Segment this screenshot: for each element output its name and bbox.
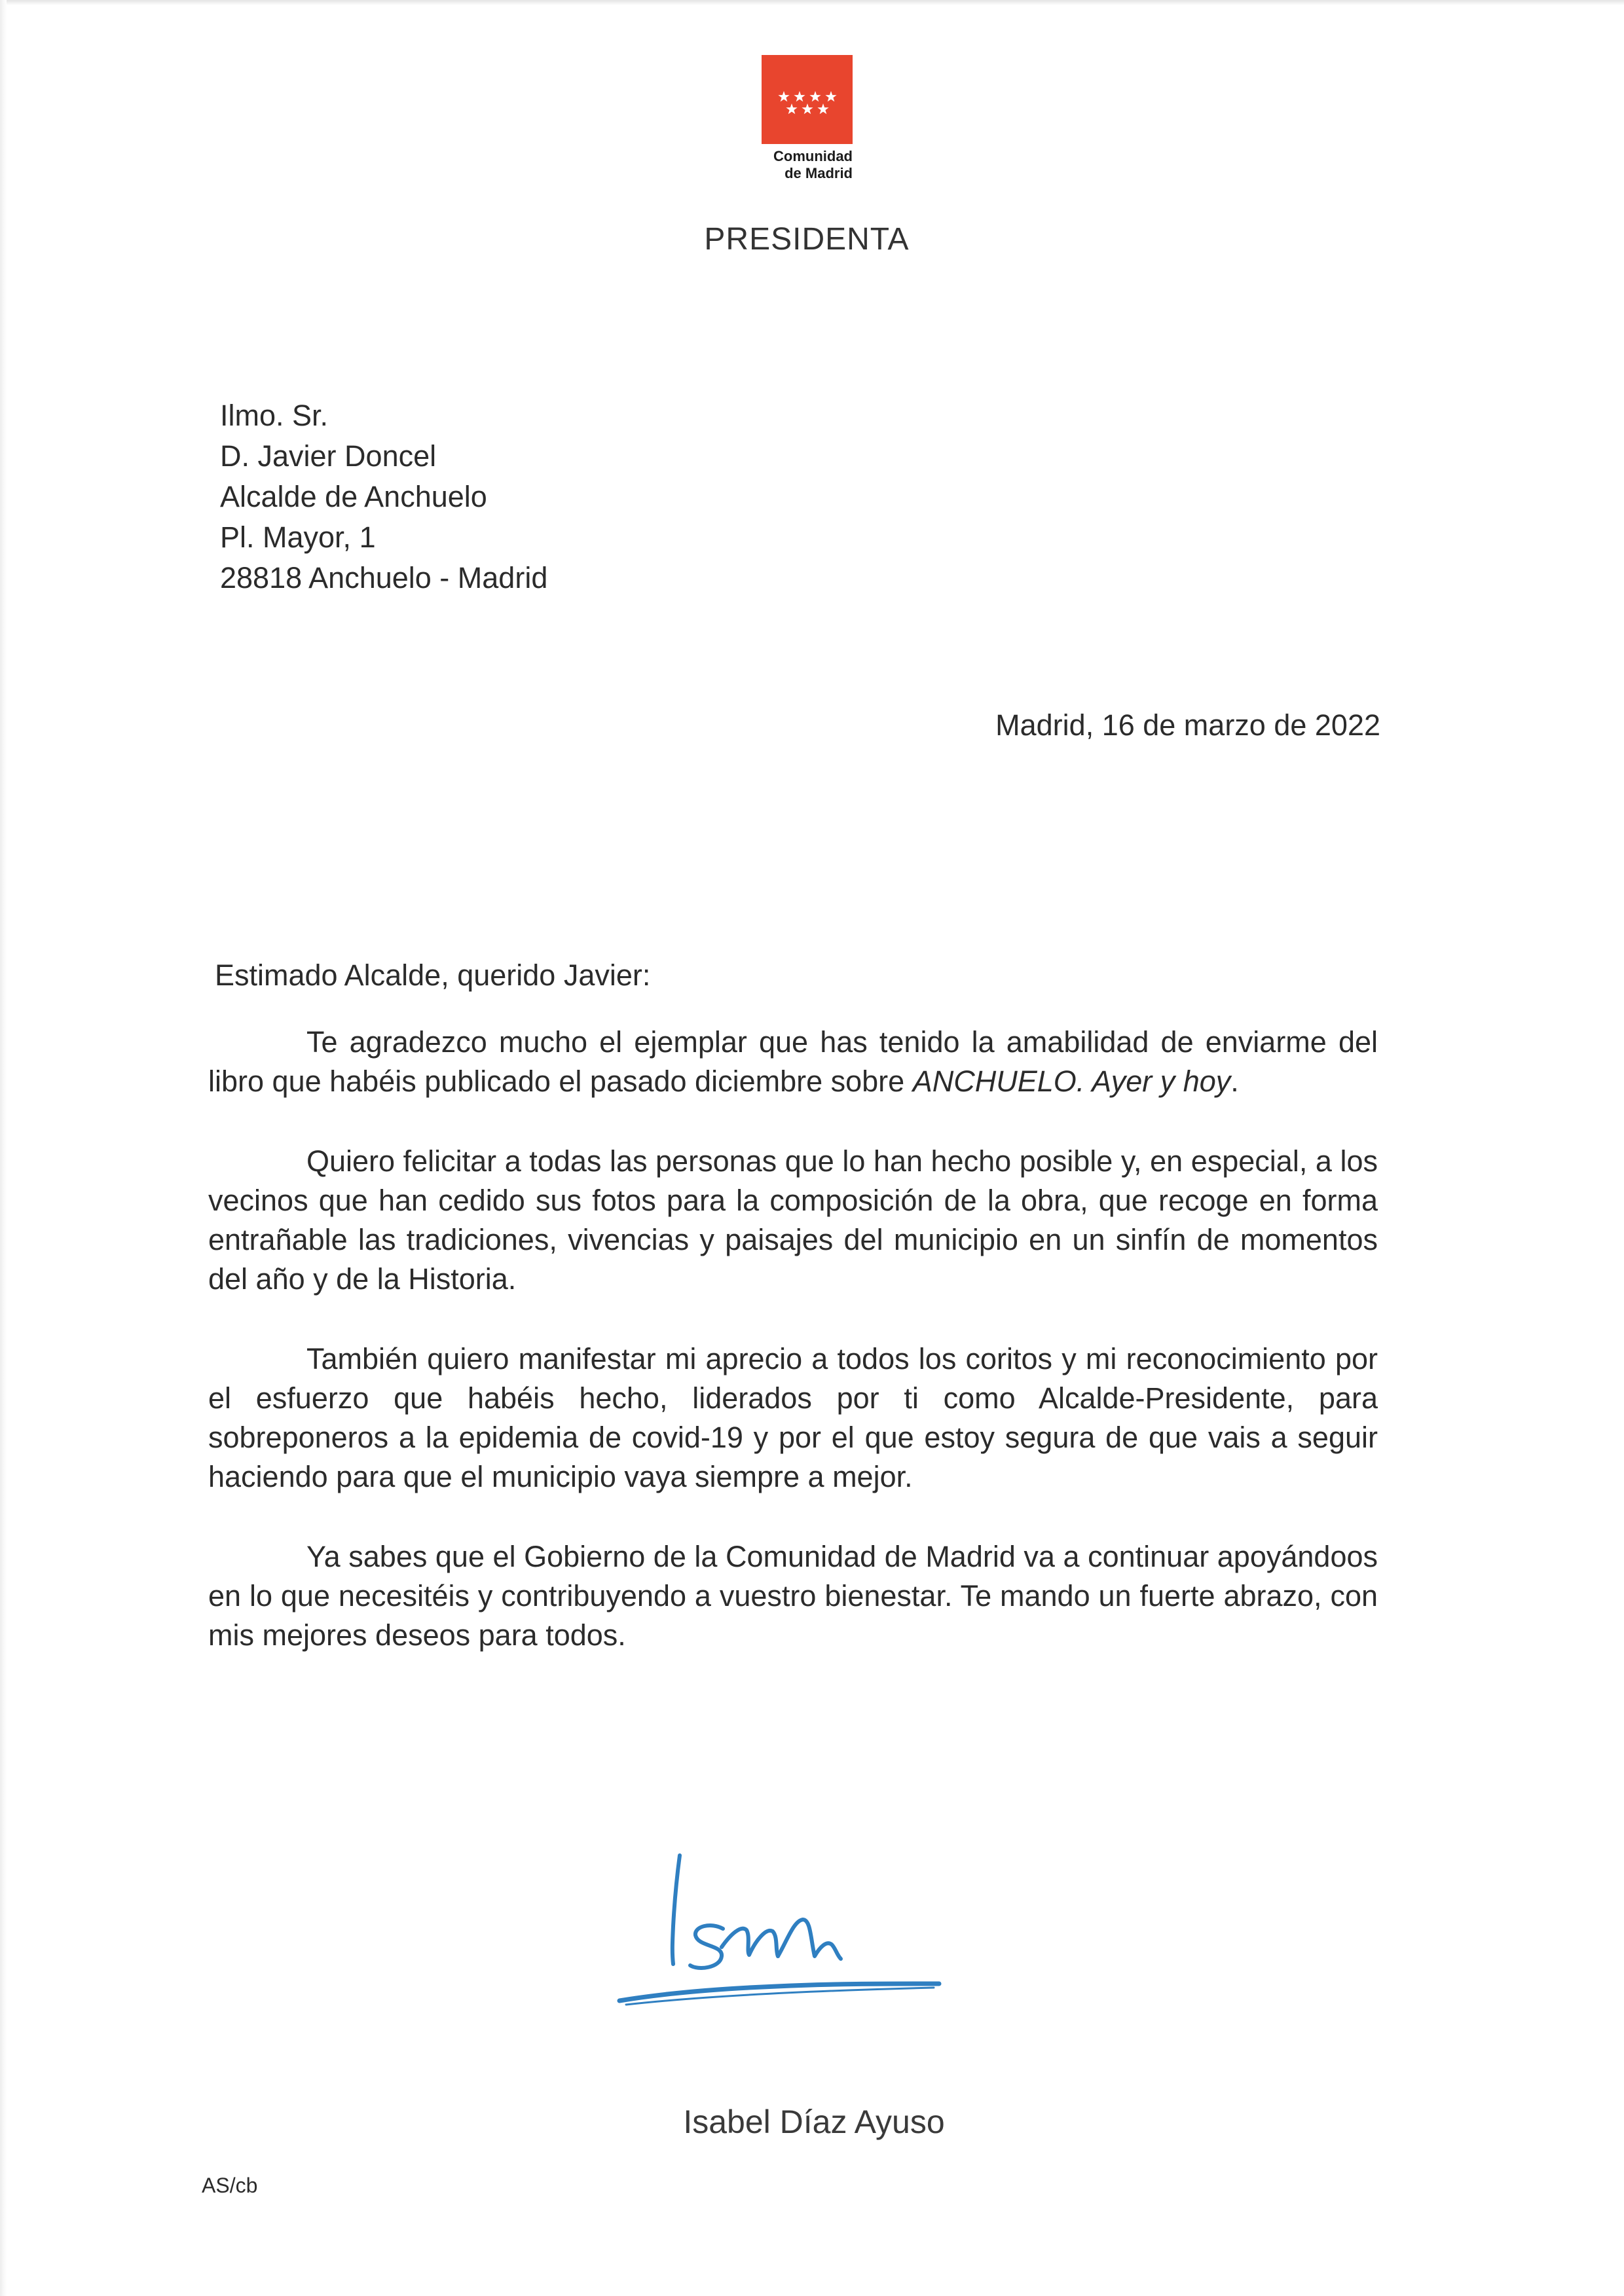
office-heading bbox=[0, 221, 1624, 257]
body-paragraph-1-text: Te agradezco mucho el ejemplar que has tenido la amabilidad de enviarme del libro que habéis publicado el pasado diciembre sobre bbox=[208, 1025, 1378, 1098]
address-line: Alcalde de Anchuelo bbox=[220, 480, 487, 513]
body-paragraph-4: Ya sabes que el Gobierno de la Comunidad de Madrid va a continuar apoyándoos en lo que necesitéis y contribuyendo a vuestro bienestar. Te mando un fuerte abrazo, con mis mejores deseos para todos. bbox=[208, 1540, 1378, 1652]
recipient-address bbox=[220, 395, 547, 598]
address-line: Pl. Mayor, 1 bbox=[220, 520, 376, 554]
address-line: Ilmo. Sr. bbox=[220, 399, 329, 432]
address-line: 28818 Anchuelo - Madrid bbox=[220, 561, 548, 594]
madrid-flag-icon bbox=[762, 55, 853, 144]
comunidad-de-madrid-logo bbox=[762, 55, 853, 182]
body-paragraph-1-end: . bbox=[1230, 1065, 1239, 1098]
letter-body bbox=[208, 1023, 1378, 1696]
scan-edge-top bbox=[0, 0, 1624, 5]
body-paragraph-3: También quiero manifestar mi aprecio a todos los coritos y mi reconocimiento por el esfuerzo que habéis hecho, liderados por ti como Alcalde-Presidente, para sobreponeros a la epidemia de covid-19 y por el que estoy segura de que vais a seguir haciendo para que el municipio vaya siempre a mejor. bbox=[208, 1342, 1378, 1493]
body-paragraph-2: Quiero felicitar a todas las personas que lo han hecho posible y, en especial, a los vecinos que han cedido sus fotos para la composición de la obra, que recoge en forma entrañable las tradiciones, vivencias y paisajes del municipio en un sinfín de momentos del año y de la Historia. bbox=[208, 1144, 1378, 1296]
logo-line-2: de Madrid bbox=[784, 165, 853, 181]
logo-line-1: Comunidad bbox=[773, 148, 853, 164]
signer-name bbox=[0, 2103, 1624, 2141]
address-line: D. Javier Doncel bbox=[220, 439, 437, 473]
signature-strokes bbox=[619, 1855, 939, 2005]
salutation: Estimado Alcalde, querido Javier: bbox=[215, 958, 651, 992]
reference-initials: AS/cb bbox=[202, 2174, 258, 2197]
scan-edge-left bbox=[0, 0, 7, 2296]
logo-wordmark bbox=[762, 148, 853, 182]
seven-stars-icon bbox=[762, 55, 853, 144]
handwritten-signature bbox=[606, 1849, 973, 2026]
letter-date: Madrid, 16 de marzo de 2022 bbox=[995, 708, 1380, 742]
book-title: ANCHUELO. Ayer y hoy bbox=[912, 1065, 1231, 1098]
body-paragraph-1 bbox=[208, 1023, 1378, 1101]
signer-name-text: Isabel Díaz Ayuso bbox=[683, 2104, 945, 2140]
office-title: PRESIDENTA bbox=[704, 222, 910, 257]
